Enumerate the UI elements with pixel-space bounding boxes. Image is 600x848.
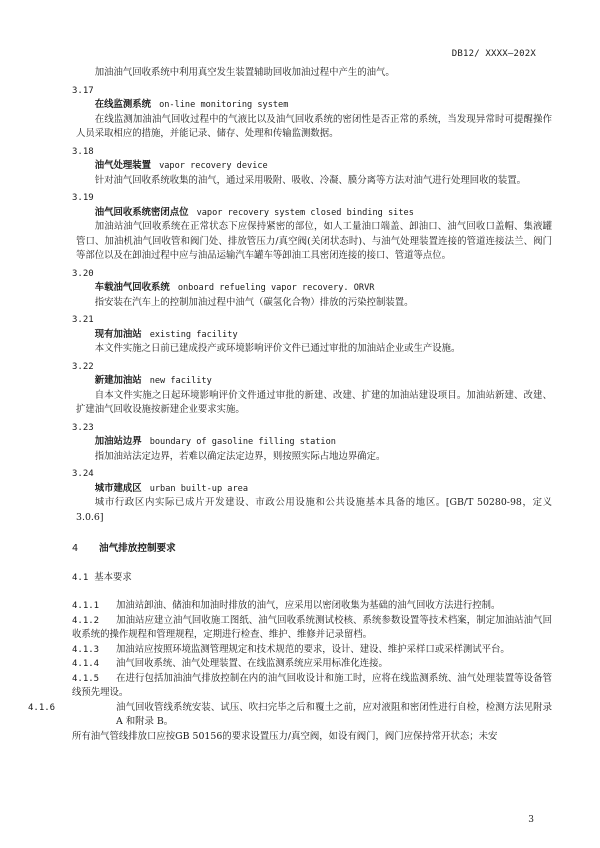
clause-item (72, 672, 552, 701)
section-heading (72, 571, 552, 586)
term-definition: 针对油气回收系统收集的油气，通过采用吸附、吸收、冷凝、膜分离等方法对油气进行处理回收的装置。 (94, 174, 527, 186)
term-entry (72, 142, 552, 189)
term-name-zh: 加油站边界 (94, 436, 142, 447)
term-name-en: vapor recovery system closed binding sites (196, 207, 414, 218)
term-number: 3.17 (72, 85, 94, 96)
clause-number: 4.1.2 (72, 615, 100, 626)
clause-text: 油气回收系统、油气处理装置、在线监测系统应采用标准化连接。 (116, 658, 388, 669)
term-heading (76, 328, 552, 343)
clause-number: 4.1.5 (72, 673, 100, 684)
intro-paragraph: 加油油气回收系统中利用真空发生装置辅助回收加油过程中产生的油气。 (94, 67, 395, 78)
term-name-zh: 车载油气回收系统 (94, 282, 170, 293)
clause-item (28, 701, 552, 730)
term-definition: 加油站油气回收系统在正常状态下应保持紧密的部位，如人工量油口端盖、卸油口、油气回收口盖帽、集液罐管口、加油机油气回收管和阀门处、排放管压力/真空阀(关闭状态时)、与油气处理装置连接的管道连接法兰、阀门等部位以及在卸油过程中应与油品运输汽车罐车等卸油工具密闭连接的接口、管道等点位。 (76, 221, 552, 261)
term-number: 3.21 (72, 315, 94, 325)
term-name-en: new facility (149, 376, 212, 386)
term-entry (72, 81, 552, 142)
term-heading (76, 281, 552, 296)
term-heading (76, 159, 552, 174)
term-name-en: on-line monitoring system (159, 100, 289, 110)
term-entry (72, 357, 552, 418)
chapter-heading (72, 542, 552, 557)
term-definition: 在线监测加油油气回收过程中的气液比以及油气回收系统的密闭性是否正常的系统，当发现异常时可提醒操作人员采取相应的措施，并能记录、储存、处理和传输监测数据。 (76, 113, 552, 139)
clause-item (72, 599, 552, 614)
term-number: 3.23 (72, 422, 94, 433)
term-heading (76, 482, 552, 497)
term-name-zh: 现有加油站 (94, 328, 142, 340)
term-name-en: urban built-up area (149, 483, 248, 494)
term-definition: 指安装在汽车上的控制加油过程中油气（碳氢化合物）排放的污染控制装置。 (94, 296, 414, 308)
term-heading (76, 435, 552, 450)
clause-number: 4.1.3 (72, 644, 100, 655)
clause-item (72, 614, 552, 643)
term-entry (72, 310, 552, 357)
term-name-zh: 城市建成区 (94, 482, 142, 494)
standard-code: DB12/ XXXX—202X (451, 49, 536, 59)
continuation-paragraph: 所有油气管线排放口应按GB 50156的要求设置压力/真空阀，如设有阀门，阀门应保持常开状态；未安 (72, 730, 498, 742)
term-number: 3.24 (72, 469, 94, 479)
section-title: 基本要求 (94, 571, 132, 583)
term-entry (72, 188, 552, 264)
clause-number: 4.1.6 (28, 702, 56, 713)
clause-text: 在进行包括加油油气排放控制在内的油气回收设计和施工时，应将在线监测系统、油气处理装置等设备管线预先埋设。 (72, 672, 552, 698)
chapter-title: 油气排放控制要求 (99, 543, 176, 554)
term-heading (76, 206, 552, 221)
term-entry (72, 418, 552, 465)
page-number: 3 (528, 815, 534, 825)
clause-item (72, 657, 552, 672)
term-name-en: vapor recovery device (159, 161, 268, 171)
term-name-zh: 新建加油站 (94, 375, 142, 386)
term-heading (76, 374, 552, 389)
clause-text: 加油站应按照环境监测管理规定和技术规范的要求，设计、建设、维护采样口或采样测试平台。 (116, 643, 510, 655)
term-number: 3.19 (72, 193, 94, 203)
term-name-en: boundary of gasoline filling station (149, 437, 336, 447)
term-name-zh: 在线监测系统 (94, 99, 152, 110)
chapter-number: 4 (72, 543, 79, 554)
term-number: 3.18 (72, 146, 94, 157)
term-definition: 指加油站法定边界，若难以确定法定边界，则按照实际占地边界确定。 (94, 450, 386, 462)
clause-text: 油气回收管线系统安装、试压、吹扫完毕之后和覆土之前，应对液阻和密闭性进行自检，检测方法见附录 A 和附录 B。 (116, 701, 552, 727)
term-name-en: existing facility (149, 329, 238, 340)
term-entry (72, 464, 552, 525)
term-number: 3.20 (72, 268, 94, 279)
clause-item (72, 643, 552, 658)
term-number: 3.22 (72, 361, 94, 372)
clause-number: 4.1.4 (72, 659, 100, 669)
term-definition: 城市行政区内实际已成片开发建设、市政公用设施和公共设施基本具备的地区。[GB/T 50280-98，定义3.0.6] (76, 497, 552, 523)
term-entry (72, 264, 552, 311)
page-content (28, 66, 552, 744)
section-number: 4.1 (72, 572, 89, 583)
term-name-zh: 油气处理装置 (94, 160, 152, 171)
term-definition: 本文件实施之日前已建成投产或环境影响评价文件已通过审批的加油站企业或生产设施。 (94, 343, 461, 354)
term-heading (76, 98, 552, 113)
clause-text: 加油站卸油、储油和加油时排放的油气，应采用以密闭收集为基础的油气回收方法进行控制。 (116, 600, 501, 611)
clause-text: 加油站应建立油气回收施工图纸、油气回收系统测试校核、系统参数设置等技术档案，制定加油站油气回收系统的操作规程和管理规程，定期进行检查、维护、维修并记录留档。 (72, 614, 552, 640)
term-definition: 自本文件实施之日起环境影响评价文件通过审批的新建、改建、扩建的加油站建设项目。加油站新建、改建、扩建油气回收设施按新建企业要求实施。 (76, 389, 552, 415)
term-name-en: onboard refueling vapor recovery. ORVR (177, 283, 375, 293)
clause-number: 4.1.1 (72, 601, 100, 611)
term-name-zh: 油气回收系统密闭点位 (94, 206, 189, 218)
